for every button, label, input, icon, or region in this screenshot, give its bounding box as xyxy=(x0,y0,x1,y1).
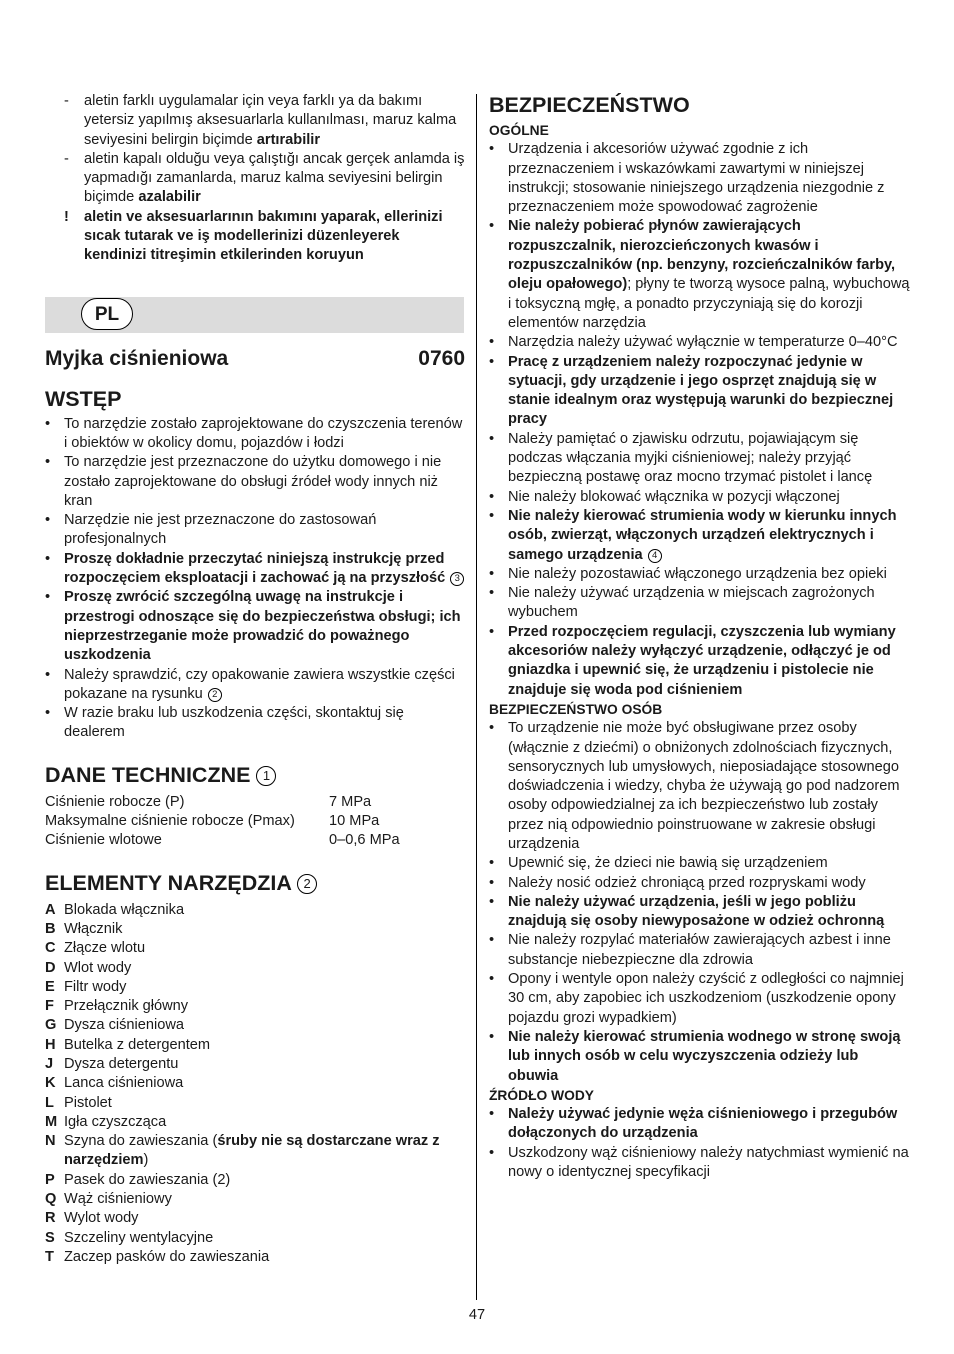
bullet-marker: • xyxy=(45,454,51,471)
text: Butelka z detergentem xyxy=(64,1036,211,1053)
part-letter: S xyxy=(45,1229,55,1246)
tech-row xyxy=(45,831,400,850)
part-letter: F xyxy=(45,998,54,1015)
safety-item xyxy=(489,854,911,873)
wstep-item xyxy=(45,666,465,705)
bullet-marker: • xyxy=(45,705,51,722)
part-letter: N xyxy=(45,1133,56,1150)
part-item xyxy=(45,1016,465,1035)
tech-row xyxy=(45,812,400,831)
safety-item xyxy=(489,140,911,217)
part-item xyxy=(45,1055,465,1074)
safety-list xyxy=(489,719,911,1086)
text: Filtr wody xyxy=(64,978,127,995)
part-item xyxy=(45,939,465,958)
bold-text: Nie należy pobierać płynów zawierających rozpuszczalnik, nierozcieńczonych kwasów i rozpuszczalników (np. benzyny, rozcieńczalników farby, oleju opałowego) xyxy=(508,218,896,293)
part-letter: H xyxy=(45,1036,56,1053)
tech-value: 10 MPa xyxy=(329,813,380,830)
safety-item xyxy=(489,970,911,1028)
document-title-row xyxy=(45,346,465,372)
part-item xyxy=(45,959,465,978)
wstep-item xyxy=(45,453,465,511)
text: Opony i wentyle opon należy czyścić z odległości co najmniej 30 cm, aby zapobiec ich uszkodzeniom (uszkodzenie opony pojazdu grozi wypadkiem) xyxy=(508,971,904,1026)
turkish-list-item xyxy=(45,150,465,208)
bullet-marker: • xyxy=(489,507,495,524)
bullet-marker: • xyxy=(489,141,495,158)
tech-row xyxy=(45,793,400,812)
text xyxy=(643,547,647,563)
part-letter: G xyxy=(45,1017,57,1034)
bullet-marker: • xyxy=(489,623,495,640)
text: Wlot wody xyxy=(64,959,132,976)
text: To narzędzie zostało zaprojektowane do czyszczenia terenów i obiektów w okolicy domu, pojazdów i łodzi xyxy=(64,415,463,451)
turkish-vibration-list xyxy=(45,92,465,266)
part-item xyxy=(45,997,465,1016)
text: Narzędzie nie jest przeznaczone do zastosowań profesjonalnych xyxy=(64,512,377,548)
bold-text: aletin ve aksesuarlarının bakımını yaparak, ellerinizi sıcak tutarak ve iş modellerinizi düzenleyerek kendinizi titreşimin etkilerinden koruyun xyxy=(84,208,443,264)
text: Nie należy pozostawiać włączonego urządzenia bez opieki xyxy=(508,565,887,582)
tech-label: Maksymalne ciśnienie robocze (Pmax) xyxy=(45,813,295,830)
text: Należy sprawdzić, czy opakowanie zawiera wszystkie części pokazane na rysunku xyxy=(64,666,455,702)
bold-text: śruby nie są dostarczane wraz z narzędziem xyxy=(64,1133,440,1169)
safety-subheading: BEZPIECZEŃSTWO OSÓB xyxy=(489,701,663,717)
safety-groups xyxy=(489,121,911,1182)
safety-item xyxy=(489,507,911,565)
bullet-marker: • xyxy=(489,218,495,235)
text: Należy nosić odzież chroniącą przed rozpryskami wody xyxy=(508,874,866,891)
part-item xyxy=(45,1074,465,1093)
text: Igła czyszcząca xyxy=(64,1113,167,1130)
part-letter: D xyxy=(45,959,56,976)
bullet-marker: • xyxy=(489,353,495,370)
text: Pistolet xyxy=(64,1094,112,1111)
bullet-marker: • xyxy=(45,415,51,432)
part-letter: P xyxy=(45,1171,55,1188)
part-item xyxy=(45,1248,465,1267)
bullet-marker: • xyxy=(489,893,495,910)
bullet-marker: • xyxy=(489,720,495,737)
part-letter: K xyxy=(45,1075,56,1092)
text: Pasek do zawieszania (2) xyxy=(64,1171,231,1188)
language-bar xyxy=(45,297,464,333)
part-letter: Q xyxy=(45,1191,57,1208)
safety-item xyxy=(489,893,911,932)
part-item xyxy=(45,1229,465,1248)
safety-item xyxy=(489,1028,911,1086)
text: Nie należy rozpylać materiałów zawierających azbest i inne substancje niebezpieczne dla zdrowia xyxy=(508,932,891,968)
page-number: 47 xyxy=(468,1307,486,1323)
bold-text: Proszę dokładnie przeczytać niniejszą instrukcję przed rozpoczęciem eksploatacji i zachować ją na przyszłość xyxy=(64,550,446,587)
bold-text: Należy używać jedynie węża ciśnieniowego i przegubów dołączonych do urządzenia xyxy=(508,1106,898,1142)
bullet-marker: • xyxy=(489,1028,495,1045)
safety-subheading: OGÓLNE xyxy=(489,123,549,138)
bold-text: artırabilir xyxy=(256,131,321,148)
bold-text: Pracę z urządzeniem należy rozpoczynać jedynie w sytuacji, gdy urządzenie i jego osprzęt znajdują się w stanie idealnym oraz występują warunki do bezpiecznej pracy xyxy=(508,353,894,428)
safety-item xyxy=(489,430,911,488)
bold-text: Przed rozpoczęciem regulacji, czyszczenia lub wymiany akcesoriów należy wyłączyć urządzenie, odłączyć je od gniazdka i upewnić się, że urządzeniu i pistolecie nie znajduje się woda pod ciśnieniem xyxy=(508,623,896,698)
safety-item xyxy=(489,353,911,430)
safety-subheading: ŹRÓDŁO WODY xyxy=(489,1087,594,1103)
text: aletin kapalı olduğu veya çalıştığı ancak gerçek anlamda iş yapmadığı zamanlarda, maruz kalma seviyesini belirgin biçimde xyxy=(84,150,465,206)
bullet-marker: • xyxy=(489,585,495,602)
left-column xyxy=(45,92,465,1267)
wstep-item xyxy=(45,588,465,665)
turkish-list-item xyxy=(45,92,465,150)
part-item xyxy=(45,1113,465,1132)
safety-item xyxy=(489,584,911,623)
figure-ref: 4 xyxy=(648,549,662,563)
part-item xyxy=(45,1171,465,1190)
wstep-item xyxy=(45,704,465,743)
part-item xyxy=(45,1190,465,1209)
bullet-marker: • xyxy=(45,550,51,567)
technical-data-table xyxy=(45,793,400,851)
part-item xyxy=(45,978,465,997)
tech-label: Ciśnienie robocze (P) xyxy=(45,793,185,810)
text: Lanca ciśnieniowa xyxy=(64,1075,184,1092)
text: Narzędzia należy używać wyłącznie w temperaturze 0–40°C xyxy=(508,334,898,351)
tech-value: 0–0,6 MPa xyxy=(329,832,400,849)
dash-marker: - xyxy=(64,93,69,109)
bullet-marker: • xyxy=(489,1144,495,1161)
wstep-heading: WSTĘP xyxy=(45,386,122,411)
safety-list xyxy=(489,1105,911,1182)
language-badge: PL xyxy=(81,298,133,330)
bullet-marker: • xyxy=(489,932,495,949)
figure-2-ref: 2 xyxy=(297,874,317,894)
bezpieczenstwo-heading: BEZPIECZEŃSTWO xyxy=(489,93,690,117)
safety-item xyxy=(489,874,911,893)
text: ) xyxy=(143,1152,149,1169)
part-letter: E xyxy=(45,978,55,995)
bold-text: Nie należy używać urządzenia, jeśli w jego pobliżu znajdują się osoby niewyposażone w odzież ochronną xyxy=(508,893,885,930)
part-item xyxy=(45,1094,465,1113)
safety-item xyxy=(489,931,911,970)
safety-item xyxy=(489,1144,911,1183)
bullet-marker: • xyxy=(489,565,495,582)
document-code: 0760 xyxy=(418,346,465,370)
text: aletin farklı uygulamalar için veya farklı ya da bakımı yetersiz yapılmış aksesuarlarla kullanılması, maruz kalma seviyesini belirgin biçimde xyxy=(84,93,457,148)
tech-value: 7 MPa xyxy=(329,793,372,810)
text: Dysza detergentu xyxy=(64,1055,179,1072)
text: Szczeliny wentylacyjne xyxy=(64,1229,214,1246)
text: Nie należy używać urządzenia w miejscach zagrożonych wybuchem xyxy=(508,585,875,621)
text: To narzędzie jest przeznaczone do użytku domowego i nie zostało zaprojektowane do obsługi źródeł wody innych niż kran xyxy=(64,454,442,509)
elementy-heading-text: ELEMENTY NARZĘDZIA xyxy=(45,870,292,895)
bold-text: azalabilir xyxy=(138,189,201,206)
elementy-heading xyxy=(45,870,465,897)
part-letter: B xyxy=(45,920,56,937)
figure-ref: 3 xyxy=(450,572,464,586)
text: Blokada włącznika xyxy=(64,901,185,918)
bullet-marker: • xyxy=(489,855,495,872)
part-letter: J xyxy=(45,1055,54,1072)
part-item xyxy=(45,920,465,939)
bullet-marker: • xyxy=(489,334,495,351)
safety-item xyxy=(489,1105,911,1144)
right-column xyxy=(489,92,911,1182)
bullet-marker: • xyxy=(489,430,495,447)
part-item xyxy=(45,1036,465,1055)
part-item xyxy=(45,1132,465,1171)
bold-text: Nie należy kierować strumienia wodnego w stronę swoją lub innych osób w celu wyczyszczenia odzieży lub obuwia xyxy=(508,1028,901,1084)
wstep-list xyxy=(45,415,465,743)
part-letter: T xyxy=(45,1248,54,1265)
bullet-marker: • xyxy=(489,488,495,505)
part-letter: C xyxy=(45,940,56,957)
safety-item xyxy=(489,217,911,333)
parts-list xyxy=(45,901,465,1268)
text: Urządzenia i akcesoriów używać zgodnie z ich przeznaczeniem i wskazówkami zawartymi w niniejszej instrukcji; stosowanie niniejszego urządzenia niezgodnie z przeznaczeniem może spowodować zagrożenie xyxy=(508,141,885,216)
text: Złącze wlotu xyxy=(64,940,146,957)
text: ; płyny te tworzą wysoce palną, wybuchową i toksyczną mgłę, a ponadto przyczyniają się do korozji elementów narzędzia xyxy=(508,276,910,331)
column-divider xyxy=(476,94,477,1300)
safety-item xyxy=(489,623,911,700)
text: Dysza ciśnieniowa xyxy=(64,1017,185,1034)
text: Należy pamiętać o zjawisku odrzutu, pojawiającym się podczas włączania myjki ciśnieniowej; należy przyjąć bezpieczną postawę oraz mocno trzymać pistolet i lancę xyxy=(508,430,873,486)
bullet-marker: • xyxy=(45,512,51,529)
text: Szyna do zawieszania ( xyxy=(64,1133,218,1150)
text: Przełącznik główny xyxy=(64,998,189,1015)
text xyxy=(445,570,449,586)
text: To urządzenie nie może być obsługiwane przez osoby (włącznie z dziećmi) o obniżonych zdolnościach fizycznych, sensorycznych lub umysłowych, nieposiadające stosownego doświadczenia i wiedzy, chyba że używają go pod nadzorem osoby odpowiedzialnej za ich bezpieczeństwo lub zostały przez nią odpowiednio poinstruowane w zakresie obsługi urządzenia xyxy=(508,720,900,852)
bullet-marker: • xyxy=(45,589,51,606)
figure-1-ref: 1 xyxy=(256,766,276,786)
dane-heading-text: DANE TECHNICZNE xyxy=(45,762,251,787)
part-item xyxy=(45,901,465,920)
text: Upewnić się, że dzieci nie bawią się urządzeniem xyxy=(508,855,828,872)
bold-text: Nie należy kierować strumienia wody w kierunku innych osób, zwierząt, włączonych urządzeń elektrycznych i samego urządzenia xyxy=(508,507,897,563)
wstep-item xyxy=(45,550,465,589)
bullet-marker: • xyxy=(489,874,495,891)
dash-marker: - xyxy=(64,150,69,167)
text: Zaczep pasków do zawieszania xyxy=(64,1248,270,1265)
bullet-marker: • xyxy=(45,666,51,683)
text: Wylot wody xyxy=(64,1210,139,1227)
safety-list xyxy=(489,140,911,700)
exclamation-marker: ! xyxy=(64,208,69,225)
part-item xyxy=(45,1209,465,1228)
text: W razie braku lub uszkodzenia części, skontaktuj się dealerem xyxy=(64,705,404,741)
part-letter: M xyxy=(45,1113,58,1130)
bold-text: Proszę zwrócić szczególną uwagę na instrukcje i przestrogi odnoszące się do bezpieczeństwa obsługi; ich nieprzestrzeganie może prowadzić do poważnego uszkodzenia xyxy=(64,589,461,664)
safety-item xyxy=(489,719,911,854)
text: Włącznik xyxy=(64,920,123,937)
dane-heading xyxy=(45,762,465,789)
safety-item xyxy=(489,488,911,507)
text: Nie należy blokować włącznika w pozycji włączonej xyxy=(508,488,840,505)
safety-item xyxy=(489,333,911,352)
bullet-marker: • xyxy=(489,1106,495,1123)
tech-label: Ciśnienie wlotowe xyxy=(45,832,162,849)
part-letter: L xyxy=(45,1094,54,1111)
turkish-list-item xyxy=(45,208,465,266)
part-letter: A xyxy=(45,901,56,918)
text: Wąż ciśnieniowy xyxy=(64,1191,172,1208)
safety-item xyxy=(489,565,911,584)
text: Uszkodzony wąż ciśnieniowy należy natychmiast wymienić na nowy o identycznej specyfikacji xyxy=(508,1144,909,1181)
part-letter: R xyxy=(45,1210,56,1227)
bullet-marker: • xyxy=(489,971,495,988)
wstep-item xyxy=(45,415,465,454)
wstep-item xyxy=(45,511,465,550)
figure-ref: 2 xyxy=(208,688,222,702)
document-title: Myjka ciśnieniowa xyxy=(45,346,229,370)
